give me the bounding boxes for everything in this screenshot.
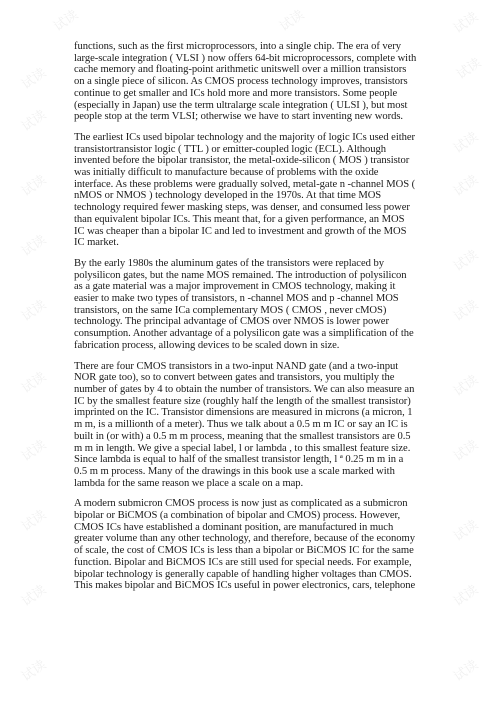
watermark-text: 试读 xyxy=(19,507,50,535)
watermark-text: 试读 xyxy=(19,657,50,685)
text-line: m m, is a millionth of a meter). Thus we talk about a 0.5 m m IC or say an IC is xyxy=(74,419,408,431)
text-line: By the early 1980s the aluminum gates of the transistors were replaced by xyxy=(74,257,384,269)
watermark-text: 试读 xyxy=(19,65,50,93)
watermark-text: 试读 xyxy=(19,437,50,465)
text-line: consumption. Another advantage of a polysilicon gate was a simplification of the xyxy=(74,328,414,340)
watermark-text: 试读 xyxy=(51,7,82,35)
document-page xyxy=(74,41,462,601)
watermark-text: 试读 xyxy=(19,232,50,260)
text-line: lambda for the same reason we place a scale on a map. xyxy=(74,477,304,489)
text-line: technology. The principal advantage of CMOS over NMOS is lower power xyxy=(74,316,389,328)
text-line: easier to make two types of transistors, n -channel MOS and p -channel MOS xyxy=(74,293,399,305)
text-line: interface. As these problems were gradually solved, metal-gate n -channel MOS ( xyxy=(74,178,416,190)
paragraph-vlsi xyxy=(74,41,462,123)
text-line: fabrication process, allowing devices to be scaled down in size. xyxy=(74,339,340,351)
text-line: nMOS or NMOS ) technology developed in the 1970s. At that time MOS xyxy=(74,190,382,202)
text-line: built in (or with) a 0.5 m m process, meaning that the smallest transistors are 0.5 xyxy=(74,430,411,442)
watermark-text: 试读 xyxy=(451,582,482,610)
text-line: This makes bipolar and BiCMOS ICs useful in power electronics, cars, telephone xyxy=(74,580,416,592)
text-line: greater volume than any other technology, and therefore, because of the economy xyxy=(74,533,415,545)
text-line: IC was cheaper than a bipolar IC and led to investment and growth of the MOS xyxy=(74,225,407,237)
watermark-text: 试读 xyxy=(451,657,482,685)
text-line: technology required fewer masking steps, was denser, and consumed less power xyxy=(74,202,410,214)
paragraph-polysilicon xyxy=(74,258,462,352)
text-line: The earliest ICs used bipolar technology and the majority of logic ICs used either xyxy=(74,131,415,143)
text-line: invented before the bipolar transistor, the metal-oxide-silicon ( MOS ) transistor xyxy=(74,155,410,167)
text-line: There are four CMOS transistors in a two-input NAND gate (and a two-input xyxy=(74,360,399,372)
text-line: large-scale integration ( VLSI ) now offers 64-bit microprocessors, complete with xyxy=(74,52,417,64)
watermark-text: 试读 xyxy=(451,247,482,275)
text-line: number of gates by 4 to obtain the number of transistors. We can also measure an xyxy=(74,383,415,395)
watermark-text: 试读 xyxy=(451,172,482,200)
watermark-text: 试读 xyxy=(454,55,485,83)
text-line: as a gate material was a major improvement in CMOS technology, making it xyxy=(74,281,396,293)
paragraph-submicron xyxy=(74,498,462,592)
watermark-text: 试读 xyxy=(19,369,50,397)
text-line: functions, such as the first microprocessors, into a single chip. The era of very xyxy=(74,41,402,52)
text-line: 0.5 m m process. Many of the drawings in this book use a scale marked with xyxy=(74,465,395,477)
text-line: continue to get smaller and ICs hold more and more transistors. Some people xyxy=(74,87,398,99)
text-line: cache memory and floating-point arithmetic unitswell over a million transistors xyxy=(74,64,407,76)
text-line: polysilicon gates, but the name MOS remained. The introduction of polysilicon xyxy=(74,269,407,281)
text-line: was initially difficult to manufacture because of problems with the oxide xyxy=(74,167,379,179)
text-line: IC market. xyxy=(74,237,119,249)
paragraph-bipolar-mos xyxy=(74,132,462,249)
watermark-text: 试读 xyxy=(451,9,482,37)
watermark-text: 试读 xyxy=(19,297,50,325)
watermark-text: 试读 xyxy=(19,582,50,610)
text-line: than equivalent bipolar ICs. This meant that, for a given performance, an MOS xyxy=(74,213,405,225)
text-line: NOR gate too), so to convert between gates and transistors, you multiply the xyxy=(74,372,395,384)
text-line: Since lambda is equal to half of the smallest transistor length, l ª 0.25 m m in a xyxy=(74,454,404,466)
text-line: bipolar or BiCMOS (a combination of bipolar and CMOS) process. However, xyxy=(74,510,401,522)
text-line: imprinted on the IC. Transistor dimensions are measured in microns (a micron, 1 xyxy=(74,407,413,419)
watermark-text: 试读 xyxy=(277,7,308,35)
text-line: people stop at the term VLSI; otherwise we have to start inventing new words. xyxy=(74,111,403,123)
text-line: transistortransistor logic ( TTL ) or emitter-coupled logic (ECL). Although xyxy=(74,143,387,155)
text-line: CMOS ICs have established a dominant position, are manufactured in much xyxy=(74,521,394,533)
text-line: m m in length. We give a special label, l or lambda , to this smallest feature size. xyxy=(74,442,411,454)
watermark-text: 试读 xyxy=(451,297,482,325)
watermark-text: 试读 xyxy=(451,372,482,400)
text-line: on a single piece of silicon. As CMOS process technology improves, transistors xyxy=(74,76,408,88)
watermark-text: 试读 xyxy=(451,129,482,157)
watermark-text: 试读 xyxy=(451,437,482,465)
text-line: bipolar technology is generally capable of handling higher voltages than CMOS. xyxy=(74,568,412,580)
watermark-text: 试读 xyxy=(19,172,50,200)
text-line: of scale, the cost of CMOS ICs is less than a bipolar or BiCMOS IC for the same xyxy=(74,545,414,557)
paragraph-transistors xyxy=(74,361,462,490)
text-line: function. Bipolar and BiCMOS ICs are still used for special needs. For example, xyxy=(74,556,412,568)
text-line: transistors, on the same ICa complementary MOS ( CMOS , never cMOS) xyxy=(74,304,387,316)
text-line: (especially in Japan) use the term ultralarge scale integration ( ULSI ), but most xyxy=(74,99,408,111)
watermark-text: 试读 xyxy=(451,517,482,545)
text-line: A modern submicron CMOS process is now just as complicated as a submicron xyxy=(74,498,408,510)
watermark-text: 试读 xyxy=(19,107,50,135)
text-line: IC by the smallest feature size (roughly half the length of the smallest transistor) xyxy=(74,395,411,407)
